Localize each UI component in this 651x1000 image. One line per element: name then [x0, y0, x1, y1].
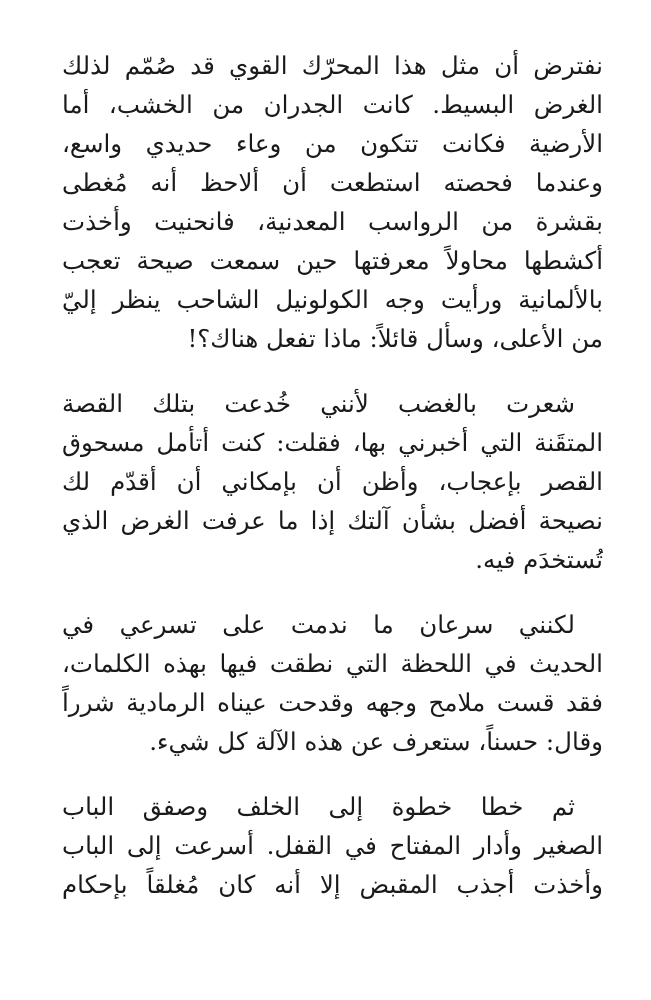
- paragraph-4: [62, 787, 603, 904]
- paragraph-1: [62, 46, 603, 358]
- text-line: أكشطها محاولاً معرفتها حين سمعت صيحة تعجب: [62, 246, 603, 275]
- text-line: وقال: حسناً، ستعرف عن هذه الآلة كل شيء.: [149, 727, 603, 756]
- text-line: لكنني سرعان ما ندمت على تسرعي في: [62, 610, 575, 639]
- text-line: المتقَنة التي أخبرني بها، فقلت: كنت أتأمل مسحوق: [62, 428, 603, 457]
- text-line: الغرض البسيط. كانت الجدران من الخشب، أما: [62, 90, 603, 119]
- text-line: بقشرة من الرواسب المعدنية، فانحنيت وأخذت: [62, 207, 603, 236]
- paragraph-2: [62, 384, 603, 579]
- text-line: الحديث في اللحظة التي نطقت فيها بهذه الكلمات،: [62, 649, 603, 678]
- text-line: من الأعلى، وسأل قائلاً: ماذا تفعل هناك؟!: [187, 324, 603, 353]
- text-line: وأخذت أجذب المقبض إلا أنه كان مُغلقاً بإحكام: [62, 870, 603, 899]
- text-line: بالألمانية ورأيت وجه الكولونيل الشاحب ينظر إليّ: [62, 285, 603, 314]
- paragraph-3: [62, 605, 603, 761]
- text-line: تُستخدَم فيه.: [475, 545, 603, 574]
- text-line: شعرت بالغضب لأنني خُدعت بتلك القصة: [62, 389, 575, 418]
- text-line: الصغير وأدار المفتاح في القفل. أسرعت إلى الباب: [62, 831, 603, 860]
- text-line: وعندما فحصته استطعت أن ألاحظ أنه مُغطى: [62, 168, 603, 197]
- text-line: ثم خطا خطوة إلى الخلف وصفق الباب: [62, 792, 575, 821]
- text-line: الأرضية فكانت تتكون من وعاء حديدي واسع،: [62, 129, 603, 158]
- text-line: القصر بإعجاب، وأظن أن بإمكاني أن أقدّم لك: [62, 467, 603, 496]
- text-line: نفترض أن مثل هذا المحرّك القوي قد صُمّم لذلك: [62, 51, 603, 80]
- text-line: نصيحة أفضل بشأن آلتك إذا ما عرفت الغرض الذي: [62, 506, 603, 535]
- text-line: فقد قست ملامح وجهه وقدحت عيناه الرمادية شرراً: [62, 688, 603, 717]
